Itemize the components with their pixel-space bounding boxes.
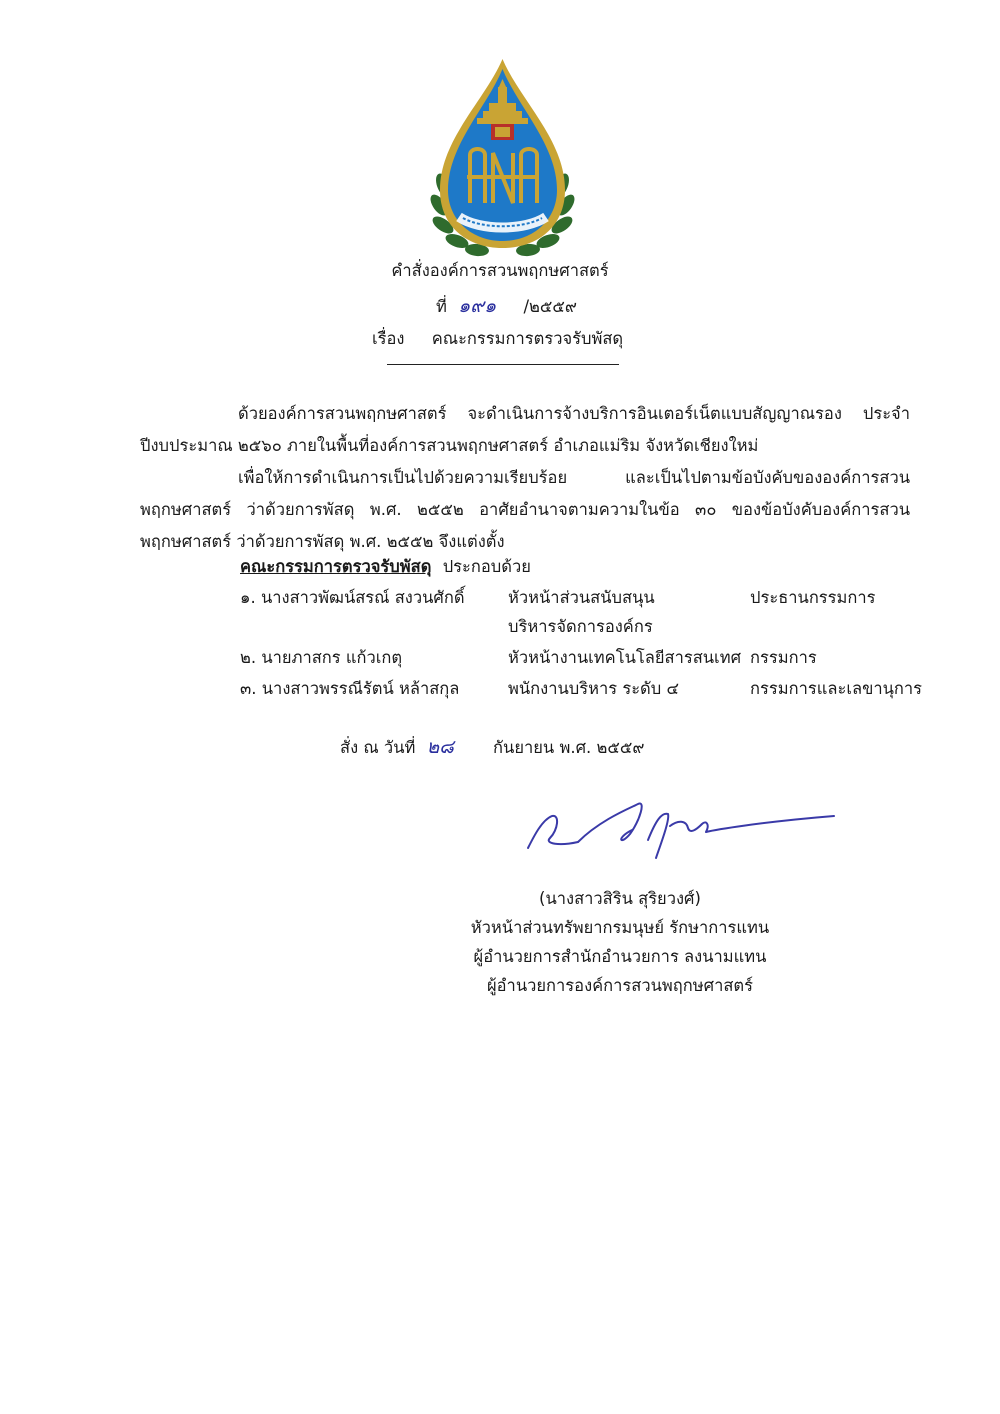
signatory-title-3: ผู้อำนวยการองค์การสวนพฤกษศาสตร์ xyxy=(486,976,754,995)
committee-row-continuation xyxy=(240,611,920,643)
order-number-prefix: ที่ xyxy=(436,297,447,316)
order-title: คำสั่งองค์การสวนพฤกษศาสตร์ xyxy=(391,261,609,280)
member-name: ๓. นางสาวพรรณีรัตน์ หล้าสกุล xyxy=(240,679,460,698)
committee-row xyxy=(240,673,923,705)
order-number-line xyxy=(436,296,577,317)
date-line xyxy=(340,737,644,758)
subject-label: เรื่อง xyxy=(372,329,405,348)
order-number-handwritten: ๑๙๑ xyxy=(458,295,497,317)
subject-text: คณะกรรมการตรวจรับพัสดุ xyxy=(431,329,624,348)
member-name: ๑. นางสาวพัฒน์สรณ์ สงวนศักดิ์ xyxy=(240,588,465,607)
subject-line xyxy=(372,329,623,349)
header-divider xyxy=(387,364,619,365)
paragraph-1: ด้วยองค์การสวนพฤกษศาสตร์ จะดำเนินการจ้างบริการอินเตอร์เน็ตแบบสัญญาณรอง ประจำปีงบประมาณ ๒๕๖๐ ภายในพื้นที่องค์การสวนพฤกษศาสตร์ อำเภอแม่ริม จังหวัดเชียงใหม่ xyxy=(140,404,910,455)
committee-row xyxy=(240,582,920,614)
order-number-suffix: /๒๕๕๙ xyxy=(523,297,577,316)
committee-title: คณะกรรมการตรวจรับพัสดุ xyxy=(240,557,432,576)
date-month-year: กันยายน พ.ศ. ๒๕๕๙ xyxy=(493,738,645,757)
signature-block xyxy=(420,884,820,1000)
member-position: หัวหน้างานเทคโนโลยีสารสนเทศ xyxy=(508,648,742,667)
member-role: ประธานกรรมการ xyxy=(750,588,876,607)
member-role: กรรมการและเลขานุการ xyxy=(750,679,923,698)
date-day-handwritten: ๒๘ xyxy=(426,736,454,758)
handwritten-signature xyxy=(520,790,840,860)
signatory-title-2: ผู้อำนวยการสำนักอำนวยการ ลงนามแทน xyxy=(473,947,767,966)
member-name: ๒. นายภาสกร แก้วเกตุ xyxy=(240,648,403,667)
member-role: กรรมการ xyxy=(750,648,817,667)
member-position: หัวหน้าส่วนสนับสนุน xyxy=(508,588,655,607)
member-position: พนักงานบริหาร ระดับ ๔ xyxy=(508,679,679,698)
committee-suffix: ประกอบด้วย xyxy=(442,557,531,576)
member-position-line2: บริหารจัดการองค์กร xyxy=(508,617,653,636)
body-paragraphs xyxy=(140,398,910,558)
signatory-name: (นางสาวสิริน สุริยวงศ์) xyxy=(539,889,701,908)
committee-heading xyxy=(240,557,531,577)
organization-seal-logo xyxy=(425,55,580,260)
signatory-title-1: หัวหน้าส่วนทรัพยากรมนุษย์ รักษาการแทน xyxy=(470,918,770,937)
committee-row xyxy=(240,642,920,674)
date-prefix: สั่ง ณ วันที่ xyxy=(340,738,416,757)
paragraph-2: เพื่อให้การดำเนินการเป็นไปด้วยความเรียบร้อย และเป็นไปตามข้อบังคับขององค์การสวนพฤกษศาสตร์ ว่าด้วยการพัสดุ พ.ศ. ๒๕๕๒ อาศัยอำนาจตามความในข้อ ๓๐ ของข้อบังคับองค์การสวนพฤกษศาสตร์ ว่าด้วยการพัสดุ พ.ศ. ๒๕๕๒ จึงแต่งตั้ง xyxy=(140,468,910,551)
